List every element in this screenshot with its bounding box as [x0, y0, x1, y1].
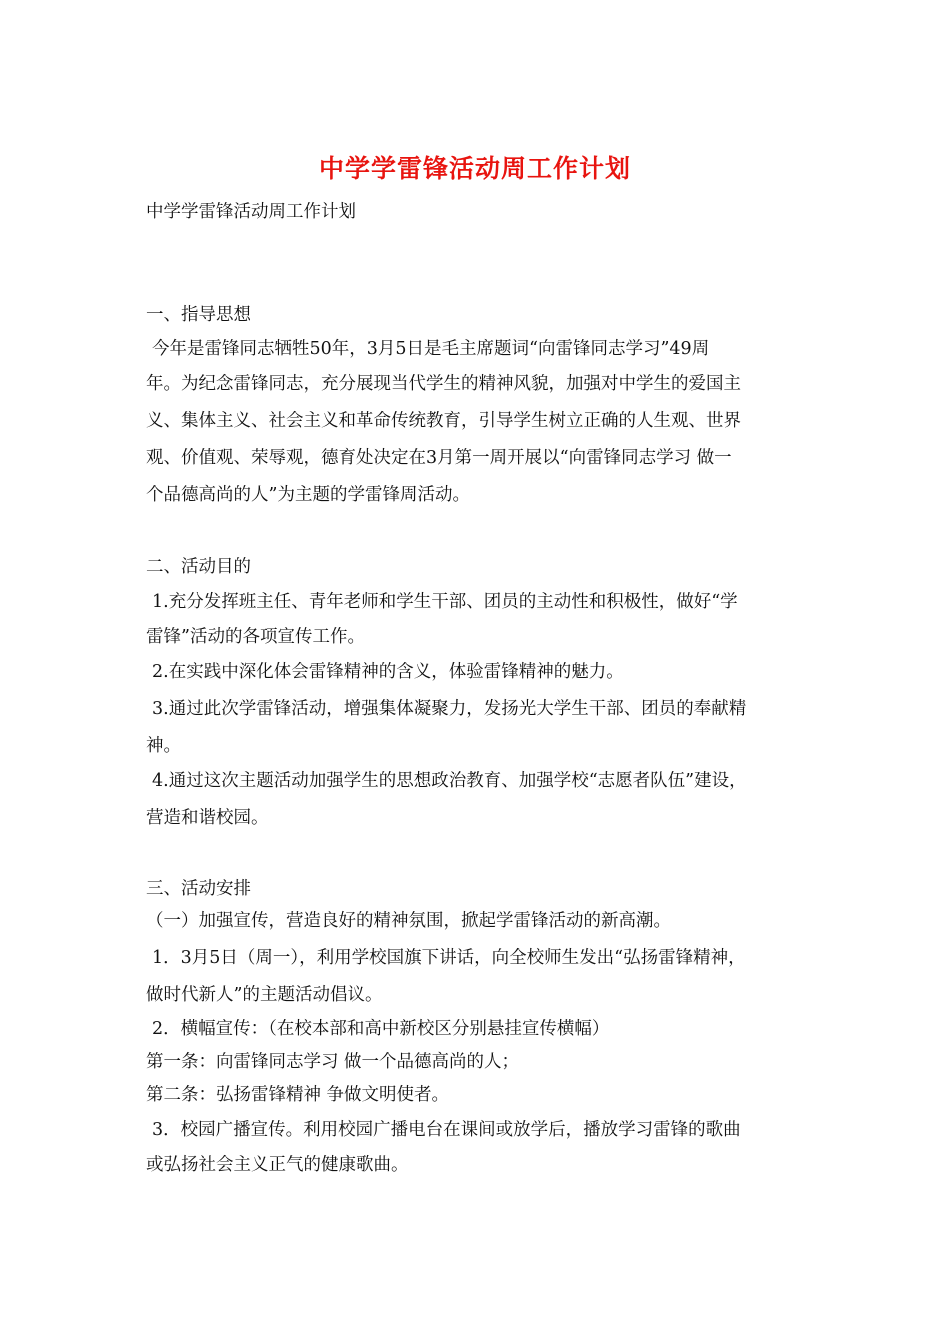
section-heading-objectives: 二、活动目的: [146, 557, 251, 577]
document-subtitle: 中学学雷锋活动周工作计划: [146, 202, 356, 222]
list-item-line: 1.充分发挥班主任、青年老师和学生干部、团员的主动性和积极性，做好“学: [152, 592, 738, 612]
banner-line: 第二条：弘扬雷锋精神 争做文明使者。: [146, 1085, 450, 1105]
section-heading-arrangements: 三、活动安排: [146, 879, 251, 899]
section-heading-guiding-thought: 一、指导思想: [146, 305, 251, 325]
list-item-line: 2．横幅宣传：（在校本部和高中新校区分别悬挂宣传横幅）: [152, 1019, 610, 1039]
list-item-line: 或弘扬社会主义正气的健康歌曲。: [146, 1155, 409, 1175]
paragraph-line: 今年是雷锋同志牺牲50年，3月5日是毛主席题词“向雷锋同志学习”49周: [152, 339, 710, 359]
list-item-line: 营造和谐校园。: [146, 808, 269, 828]
paragraph-line: 义、集体主义、社会主义和革命传统教育，引导学生树立正确的人生观、世界: [146, 411, 741, 431]
paragraph-line: 年。为纪念雷锋同志，充分展现当代学生的精神风貌，加强对中学生的爱国主: [146, 374, 741, 394]
list-item-line: 2.在实践中深化体会雷锋精神的含义，体验雷锋精神的魅力。: [152, 662, 624, 682]
list-item-line: 3.通过此次学雷锋活动，增强集体凝聚力，发扬光大学生干部、团员的奉献精: [152, 699, 747, 719]
paragraph-line: 观、价值观、荣辱观，德育处决定在3月第一周开展以“向雷锋同志学习 做一: [146, 448, 732, 468]
banner-line: 第一条：向雷锋同志学习 做一个品德高尚的人；: [146, 1052, 520, 1072]
list-item-line: 3．校园广播宣传。利用校园广播电台在课间或放学后，播放学习雷锋的歌曲: [152, 1120, 741, 1140]
list-item-line: 神。: [146, 736, 181, 756]
paragraph-line: 个品德高尚的人”为主题的学雷锋周活动。: [146, 485, 470, 505]
list-item-line: 4.通过这次主题活动加强学生的思想政治教育、加强学校“志愿者队伍”建设，: [152, 771, 747, 791]
list-item-line: 做时代新人”的主题活动倡议。: [146, 985, 383, 1005]
list-item-line: 雷锋”活动的各项宣传工作。: [146, 627, 365, 647]
subsection-heading: （一）加强宣传，营造良好的精神氛围，掀起学雷锋活动的新高潮。: [146, 911, 671, 931]
list-item-line: 1．3月5日（周一），利用学校国旗下讲话，向全校师生发出“弘扬雷锋精神，: [152, 948, 746, 968]
document-title: 中学学雷锋活动周工作计划: [318, 154, 631, 183]
